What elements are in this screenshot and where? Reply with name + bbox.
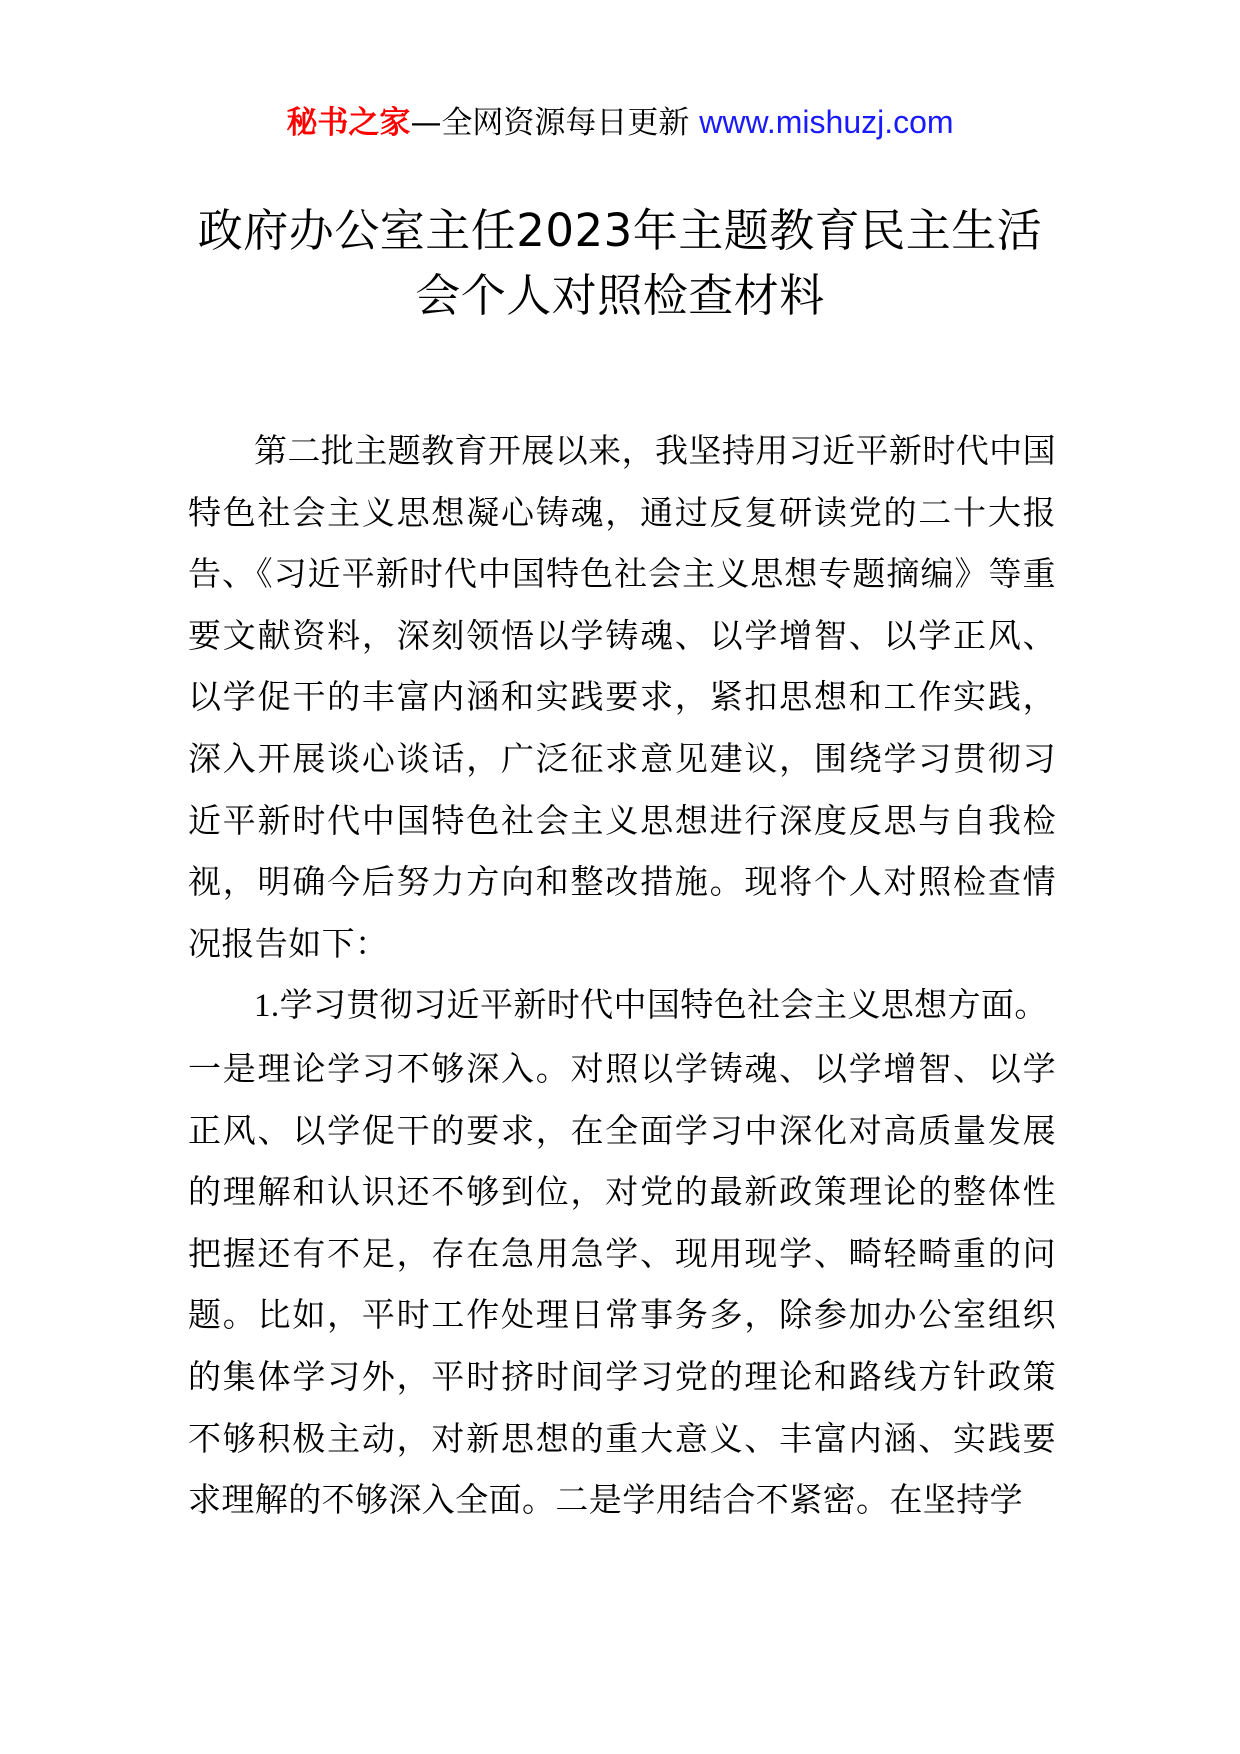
site-slogan: —全网资源每日更新 [410, 105, 690, 141]
site-header [0, 100, 1240, 145]
section-1-paragraph: 一是理论学习不够深入。对照以学铸魂、以学增智、以学正风、以学促干的要求，在全面学习中深化对高质量发展的理解和认识还不够到位，对党的最新政策理论的整体性把握还有不足，存在急用急学、现用现学、畸轻畸重的问题。比如，平时工作处理日常事务多，除参加办公室组织的集体学习外，平时挤时间学习党的理论和路线方针政策不够积极主动，对新思想的重大意义、丰富内涵、实践要求理解的不够深入全面。二是学用结合不紧密。在坚持学 [188, 1048, 1056, 1520]
site-url-link[interactable]: www.mishuzj.com [699, 104, 954, 140]
intro-paragraph: 第二批主题教育开展以来，我坚持用习近平新时代中国特色社会主义思想凝心铸魂，通过反复研读党的二十大报告、《习近平新时代中国特色社会主义思想专题摘编》等重要文献资料，深刻领悟以学铸魂、以学增智、以学正风、以学促干的丰富内涵和实践要求，紧扣思想和工作实践，深入开展谈心谈话，广泛征求意见建议，围绕学习贯彻习近平新时代中国特色社会主义思想进行深度反思与自我检视，明确今后努力方向和整改措施。现将个人对照检查情况报告如下： [188, 431, 1056, 963]
document-body [188, 420, 1056, 1531]
section-1-heading: 学习贯彻习近平新时代中国特色社会主义思想方面。 [279, 985, 1048, 1025]
document-title [150, 198, 1090, 328]
section-1-number: 1. [254, 988, 280, 1025]
title-line-2: 会个人对照检查材料 [415, 269, 825, 322]
title-line-1: 政府办公室主任2023年主题教育民主生活 [197, 204, 1043, 257]
section-1-heading-paragraph [188, 974, 1056, 1038]
site-brand: 秘书之家 [286, 105, 411, 141]
